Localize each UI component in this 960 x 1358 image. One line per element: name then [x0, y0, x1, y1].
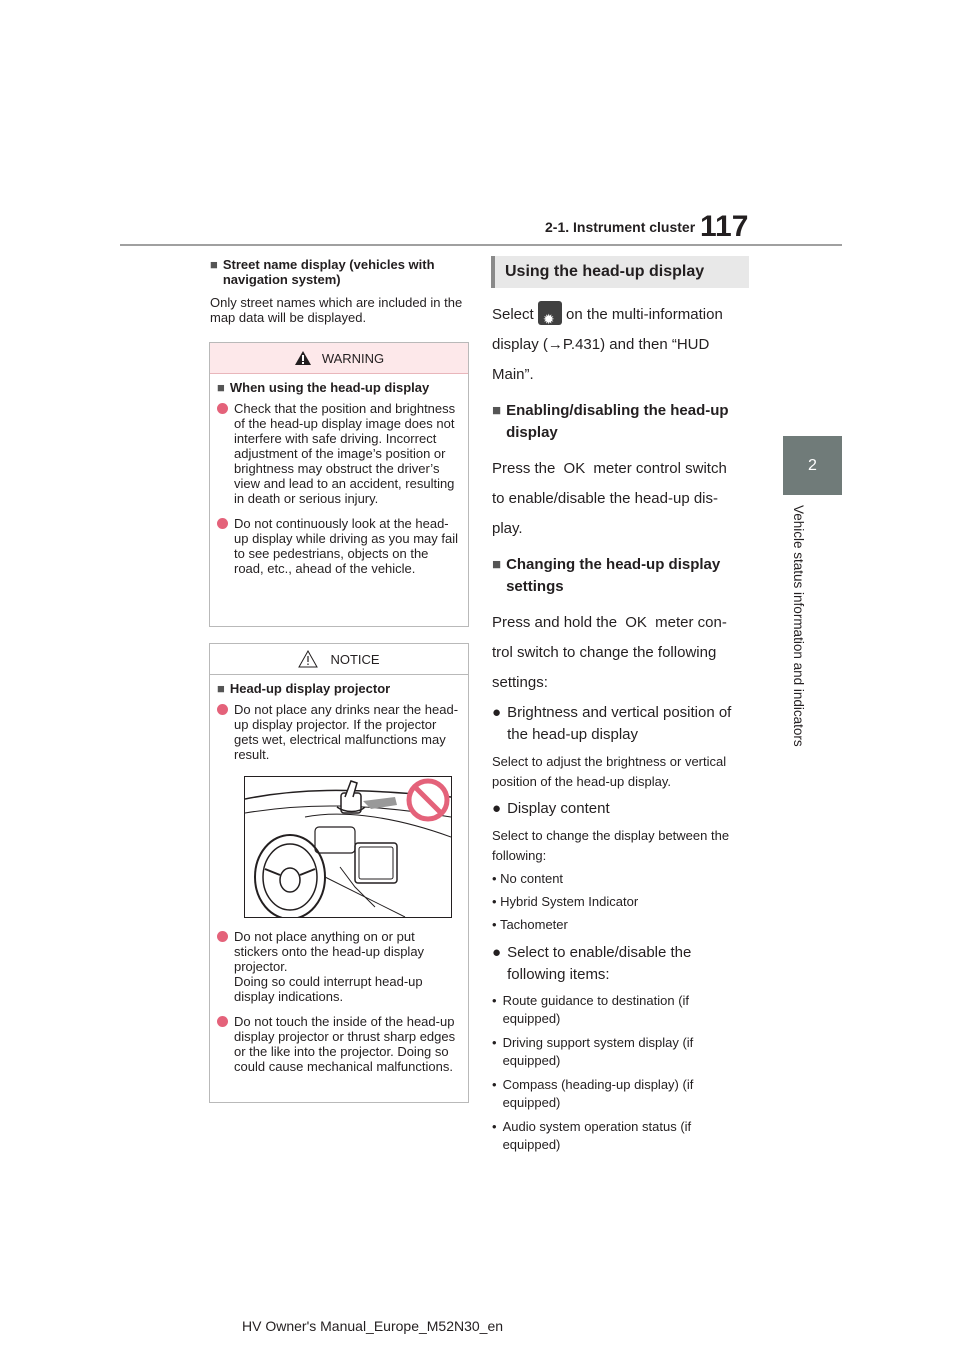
list-item: • Driving support system display (if equipped) — [492, 1035, 694, 1068]
warning-title: WARNING — [321, 350, 385, 366]
list-item: Do not place anything on or put stickers onto the head-up display projector. Doing so could interrupt head-up display indications. — [217, 929, 460, 1004]
bullet-dot-icon — [217, 518, 228, 529]
chapter-title: 2-1. Instrument cluster — [545, 219, 696, 235]
select-list — [492, 992, 750, 1154]
square-bullet-icon: ■ — [210, 257, 218, 272]
chapter-tab — [783, 436, 842, 495]
street-name-section — [210, 257, 468, 325]
warning-header — [210, 343, 468, 374]
street-name-body: Only street names which are included in the map data will be displayed. — [210, 295, 463, 325]
page-number: 117 — [700, 210, 749, 243]
content-body: Select to change the display between the following: — [492, 828, 730, 863]
caution-triangle-icon — [298, 650, 318, 668]
dashboard-illustration — [244, 776, 452, 918]
list-item: • Route guidance to destination (if equipped) — [492, 993, 690, 1026]
diamond-bullet-icon: ● — [492, 704, 502, 721]
dashboard-drawing — [245, 777, 451, 917]
content-heading: ● Display content — [492, 798, 750, 820]
list-item: • Compass (heading-up display) (if equipped) — [492, 1077, 694, 1110]
street-name-heading: ■ Street name display (vehicles with navigation system) — [210, 257, 435, 287]
footer-text: HV Owner's Manual_Europe_M52N30_en — [242, 1318, 504, 1334]
bullet-dot-icon — [217, 1016, 228, 1027]
chapter-tab-title: Vehicle status information and indicators — [791, 505, 806, 747]
warning-triangle-icon — [294, 350, 312, 366]
brightness-body: Select to adjust the brightness or vertical position of the head-up display. — [492, 754, 727, 789]
list-item: Check that the position and brightness of the head-up display image does not interfere with safe driving. Incorrect adjustment of the image’s position or brightness may obstruct the driver’s view and lead to an accident, resulting in death or serious injury. — [217, 401, 460, 506]
diamond-bullet-icon: ● — [492, 800, 502, 817]
list-item: Do not place any drinks near the head-up display projector. If the projector gets wet, electrical malfunctions may result. — [217, 702, 460, 762]
bullet-dot-icon — [217, 403, 228, 414]
square-bullet-icon: ■ — [492, 402, 502, 419]
list-item: • Tachometer — [492, 917, 568, 932]
section-heading: Using the head-up display — [491, 256, 749, 288]
change-paragraph: Press and hold the OK meter con- trol switch to change the following settings: — [492, 614, 727, 691]
enable-heading: ■ Enabling/disabling the head-up display — [492, 400, 750, 444]
list-item: • Audio system operation status (if equipped) — [492, 1119, 692, 1152]
chapter-tab-number: 2 — [808, 456, 817, 474]
intro-paragraph: Select ✹ on the multi-information display (→P.431) and then “HUD Main”. — [492, 300, 750, 390]
ok-switch-icon: OK — [625, 614, 647, 631]
notice-subheading: ■ Head-up display projector — [217, 681, 391, 696]
ok-switch-icon: OK — [563, 460, 586, 477]
list-item: Do not continuously look at the head-up display while driving as you may fail to see pedestrians, objects on the road, etc., ahead of the vehicle. — [217, 516, 460, 576]
enable-paragraph: Press the OK meter control switch to enable/disable the head-up dis- play. — [492, 460, 727, 537]
list-item: Do not touch the inside of the head-up display projector or thrust sharp edges or the like into the projector. Doing so could cause mechanical malfunctions. — [217, 1014, 460, 1074]
brightness-heading: ● Brightness and vertical position of the head-up display — [492, 702, 750, 746]
bullet-dot-icon — [217, 704, 228, 715]
notice-box — [209, 643, 469, 1103]
notice-header — [210, 644, 468, 675]
select-heading: ● Select to enable/disable the following items: — [492, 942, 750, 986]
content-list — [492, 870, 750, 934]
warning-subheading: ■ When using the head-up display — [217, 380, 430, 395]
header-rule — [120, 244, 842, 246]
change-heading: ■ Changing the head-up display settings — [492, 554, 750, 598]
square-bullet-icon: ■ — [217, 380, 225, 395]
square-bullet-icon: ■ — [217, 681, 225, 696]
diamond-bullet-icon: ● — [492, 944, 502, 961]
square-bullet-icon: ■ — [492, 556, 502, 573]
warning-box — [209, 342, 469, 627]
bullet-dot-icon — [217, 931, 228, 942]
list-item: • Hybrid System Indicator — [492, 894, 639, 909]
right-column — [492, 300, 750, 1154]
list-item: • No content — [492, 871, 564, 886]
settings-gear-icon — [538, 301, 562, 325]
notice-title: NOTICE — [330, 651, 380, 667]
